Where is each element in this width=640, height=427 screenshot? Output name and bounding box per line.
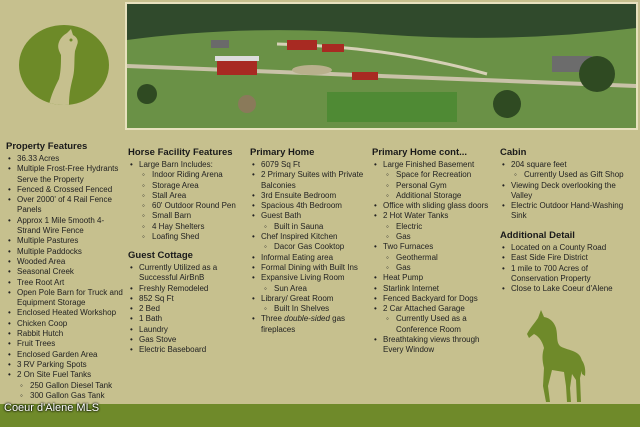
- feature-list: [500, 160, 632, 222]
- list-item: • Over 2000' of 4 Rail Fence Panels: [6, 195, 124, 216]
- list-item: • Fruit Trees: [6, 339, 124, 349]
- list-item: • Enclosed Heated Workshop: [6, 308, 124, 318]
- primary-home-cont-section: [372, 147, 494, 356]
- list-item: ◦ Loafing Shed: [128, 232, 246, 242]
- section-title: Guest Cottage: [128, 250, 193, 261]
- list-item: ◦ Personal Gym: [372, 181, 494, 191]
- list-item: ◦ Built in Sauna: [250, 222, 370, 232]
- list-item: • 852 Sq Ft: [128, 294, 246, 304]
- alpaca-icon: [19, 25, 109, 105]
- list-item: • Large Barn Includes:: [128, 160, 246, 170]
- list-item: • Multiple Paddocks: [6, 247, 124, 257]
- list-item: ◦ Electric: [372, 222, 494, 232]
- list-item: • 1 Bath: [128, 314, 246, 324]
- list-item: • Seasonal Creek: [6, 267, 124, 277]
- section-title: Property Features: [6, 141, 88, 152]
- list-item: • Gas Stove: [128, 335, 246, 345]
- list-item: • Formal Dining with Built Ins: [250, 263, 370, 273]
- list-item: • Freshly Remodeled: [128, 284, 246, 294]
- list-item: ◦ Dacor Gas Cooktop: [250, 242, 370, 252]
- section-title: Cabin: [500, 147, 527, 158]
- guest-cottage-section: [128, 250, 246, 356]
- list-item: • Expansive Living Room: [250, 273, 370, 283]
- list-item: • Starlink Internet: [372, 284, 494, 294]
- list-item: • Fenced Backyard for Dogs: [372, 294, 494, 304]
- section-title: Primary Home cont...: [372, 147, 468, 158]
- list-item: • 2 Primary Suites with Private Balconies: [250, 170, 370, 191]
- aerial-property-photo: [125, 2, 638, 130]
- list-item: ◦ Indoor Riding Arena: [128, 170, 246, 180]
- list-item: • Fenced & Crossed Fenced: [6, 185, 124, 195]
- horse-icon: [526, 308, 588, 404]
- list-item: ◦ Additional Storage: [372, 191, 494, 201]
- list-item: • 36.33 Acres: [6, 154, 124, 164]
- list-item: • 6079 Sq Ft: [250, 160, 370, 170]
- list-item: • 2 On Site Fuel Tanks: [6, 370, 124, 380]
- list-item: • Electric Outdoor Hand-Washing Sink: [500, 201, 632, 222]
- list-item: • East Side Fire District: [500, 253, 632, 263]
- list-item: • 204 square feet: [500, 160, 632, 170]
- feature-list: [372, 160, 494, 356]
- list-item: • Chef Inspired Kitchen: [250, 232, 370, 242]
- list-item: ◦ Built In Shelves: [250, 304, 370, 314]
- section-title: Primary Home: [250, 147, 315, 158]
- list-item: • Electric Baseboard: [128, 345, 246, 355]
- list-item: • Informal Eating area: [250, 253, 370, 263]
- list-item: ◦ Geothermal: [372, 253, 494, 263]
- list-item: • Multiple Pastures: [6, 236, 124, 246]
- list-item: ◦ Small Barn: [128, 211, 246, 221]
- list-item: • Enclosed Garden Area: [6, 350, 124, 360]
- section-title: Additional Detail: [500, 230, 575, 241]
- alpaca-logo: [19, 25, 109, 105]
- list-item: • Heat Pump: [372, 273, 494, 283]
- list-item: • Library/ Great Room: [250, 294, 370, 304]
- list-item: ◦ 300 Gallon Gas Tank: [6, 391, 124, 401]
- list-item: • 3rd Ensuite Bedroom: [250, 191, 370, 201]
- feature-list: [250, 160, 370, 314]
- property-features-section: [6, 141, 124, 401]
- list-item: • Located on a County Road: [500, 243, 632, 253]
- feature-list: [128, 160, 246, 242]
- list-item: ◦ Gas: [372, 263, 494, 273]
- list-item: • Approx 1 Mile 5mooth 4-Strand Wire Fence: [6, 216, 124, 237]
- list-item: ◦ 250 Gallon Diesel Tank: [6, 381, 124, 391]
- feature-list: [500, 243, 632, 294]
- list-item: • 2 Car Attached Garage: [372, 304, 494, 314]
- list-item: • Two Furnaces: [372, 242, 494, 252]
- list-item: • Tree Root Art: [6, 278, 124, 288]
- list-item: • Viewing Deck overlooking the Valley: [500, 181, 632, 202]
- additional-detail-section: [500, 230, 632, 294]
- list-item: • Close to Lake Coeur d'Alene: [500, 284, 632, 294]
- cabin-section: [500, 147, 632, 222]
- list-item: ◦ 60' Outdoor Round Pen: [128, 201, 246, 211]
- list-item: • Wooded Area: [6, 257, 124, 267]
- list-item: • 3 RV Parking Spots: [6, 360, 124, 370]
- list-item: ◦ Stall Area: [128, 191, 246, 201]
- list-item: • Laundry: [128, 325, 246, 335]
- list-item: • Large Finished Basement: [372, 160, 494, 170]
- watermark: Coeur d'Alene MLS: [4, 402, 100, 414]
- primary-home-section: [250, 147, 370, 335]
- list-item: • Guest Bath: [250, 211, 370, 221]
- list-item: • Open Pole Barn for Truck and Equipment Storage: [6, 288, 124, 309]
- list-item: • Currently Utilized as a Successful AirBnB: [128, 263, 246, 284]
- feature-list: [6, 154, 124, 401]
- list-item: • 2 Bed: [128, 304, 246, 314]
- list-item: ◦ Sun Area: [250, 284, 370, 294]
- list-item: ◦ 4 Hay Shelters: [128, 222, 246, 232]
- list-item: ◦ Space for Recreation: [372, 170, 494, 180]
- section-title: Horse Facility Features: [128, 147, 233, 158]
- horse-facility-section: [128, 147, 246, 242]
- list-item: ◦ Currently Used as Gift Shop: [500, 170, 632, 180]
- list-item: • Office with sliding glass doors: [372, 201, 494, 211]
- list-item: ◦ Currently Used as a Conference Room: [372, 314, 494, 335]
- list-item: • Breathtaking views through Every Window: [372, 335, 494, 356]
- list-item: • Chicken Coop: [6, 319, 124, 329]
- list-item: • Multiple Frost-Free Hydrants Serve the Property: [6, 164, 124, 185]
- list-item: • Spacious 4th Bedroom: [250, 201, 370, 211]
- list-item: ◦ Storage Area: [128, 181, 246, 191]
- list-item: ◦ Gas: [372, 232, 494, 242]
- list-item: • Three double-sided gas fireplaces: [250, 314, 370, 335]
- list-item: • Rabbit Hutch: [6, 329, 124, 339]
- feature-list: [128, 263, 246, 356]
- list-item: • 2 Hot Water Tanks: [372, 211, 494, 221]
- list-item: • 1 mile to 700 Acres of Conservation Property: [500, 264, 632, 285]
